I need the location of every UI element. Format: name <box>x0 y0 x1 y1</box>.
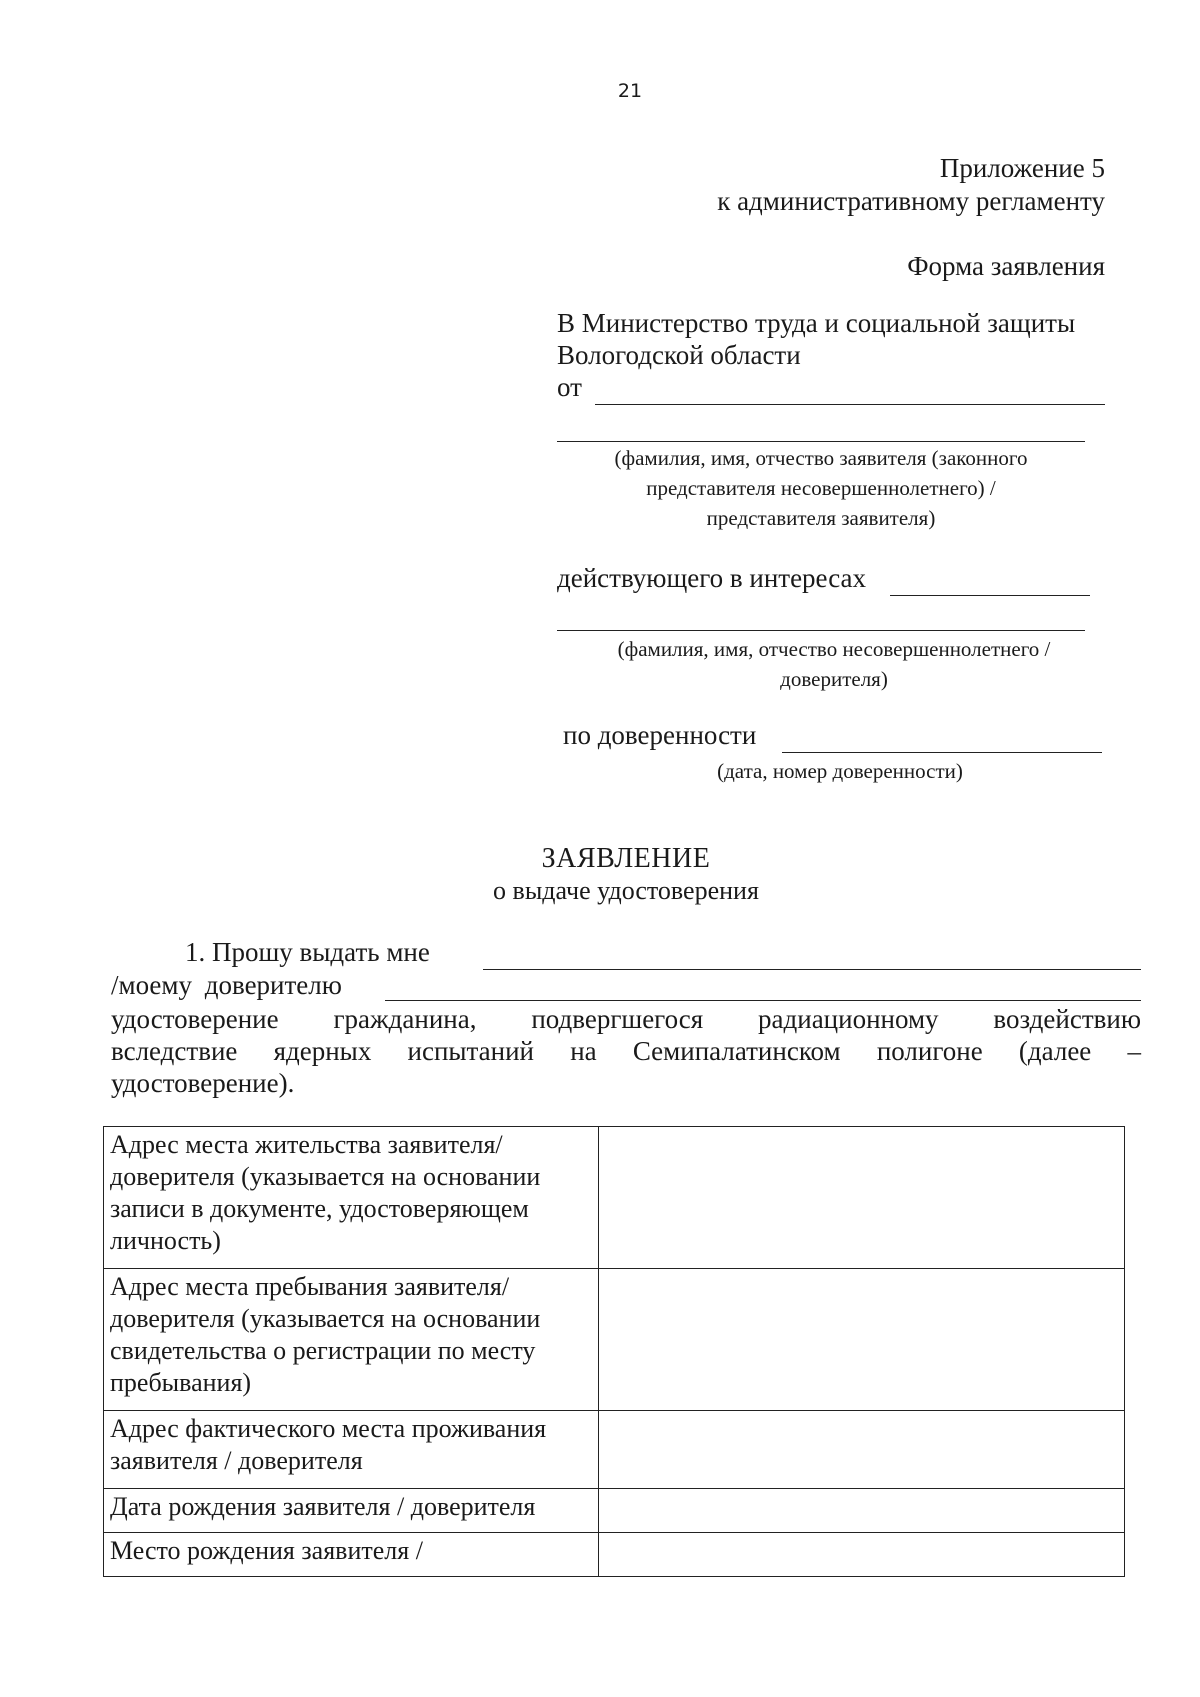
applicant-name-input-line[interactable] <box>557 441 1085 442</box>
page-number: 21 <box>617 80 643 102</box>
table-label: Место рождения заявителя / <box>104 1533 599 1577</box>
document-subtitle: о выдаче удостоверения <box>493 876 759 905</box>
table-row <box>104 1127 1125 1269</box>
table-row <box>104 1269 1125 1411</box>
minor-caption-2: доверителя) <box>780 667 888 691</box>
table-row <box>104 1489 1125 1533</box>
applicant-caption-1: (фамилия, имя, отчество заявителя (законного <box>614 446 1028 470</box>
table-row <box>104 1411 1125 1489</box>
from-input-line[interactable] <box>595 404 1105 405</box>
minor-caption-1: (фамилия, имя, отчество несовершеннолетнего / <box>617 637 1051 661</box>
acting-input-line[interactable] <box>890 595 1090 596</box>
request-body-line-3: удостоверение). <box>111 1068 295 1098</box>
table-value-cell[interactable] <box>599 1489 1125 1533</box>
request-line-1: 1. Прошу выдать мне <box>185 937 430 967</box>
from-label: от <box>557 372 582 402</box>
recipient-ministry: В Министерство труда и социальной защиты <box>557 308 1076 338</box>
table-row <box>104 1533 1125 1577</box>
table-label: Адрес места жительства заявителя/ доверителя (указывается на основании записи в документе, удостоверяющем личность) <box>104 1127 599 1269</box>
proxy-caption: (дата, номер доверенности) <box>717 759 963 783</box>
trustor-name-input-line[interactable] <box>385 1000 1141 1001</box>
acting-label: действующего в интересах <box>557 563 867 593</box>
minor-name-input-line[interactable] <box>557 630 1085 631</box>
proxy-label: по доверенности <box>563 720 757 750</box>
appendix-label: Приложение 5 <box>939 153 1105 183</box>
recipient-region: Вологодской области <box>557 340 801 370</box>
table-label: Дата рождения заявителя / доверителя <box>104 1489 599 1533</box>
form-type-label: Форма заявления <box>907 251 1105 281</box>
table-value-cell[interactable] <box>599 1533 1125 1577</box>
applicant-caption-3: представителя заявителя) <box>706 506 936 530</box>
request-body-line-1: удостоверение гражданина, подвергшегося радиационному воздействию <box>111 1004 1141 1034</box>
applicant-info-table <box>103 1126 1125 1577</box>
request-name-input-line[interactable] <box>483 969 1141 970</box>
table-value-cell[interactable] <box>599 1127 1125 1269</box>
applicant-caption-2: представителя несовершеннолетнего) / <box>646 476 996 500</box>
request-body-line-2: вследствие ядерных испытаний на Семипалатинском полигоне (далее – <box>111 1036 1141 1066</box>
table-label: Адрес места пребывания заявителя/ доверителя (указывается на основании свидетельства о регистрации по месту пребывания) <box>104 1269 599 1411</box>
table-value-cell[interactable] <box>599 1269 1125 1411</box>
table-value-cell[interactable] <box>599 1411 1125 1489</box>
request-line-2: /моему доверителю <box>111 970 342 1000</box>
proxy-input-line[interactable] <box>782 752 1102 753</box>
reglament-label: к административному регламенту <box>717 186 1105 216</box>
table-label: Адрес фактического места проживания заявителя / доверителя <box>104 1411 599 1489</box>
document-title: ЗАЯВЛЕНИЕ <box>541 843 711 874</box>
